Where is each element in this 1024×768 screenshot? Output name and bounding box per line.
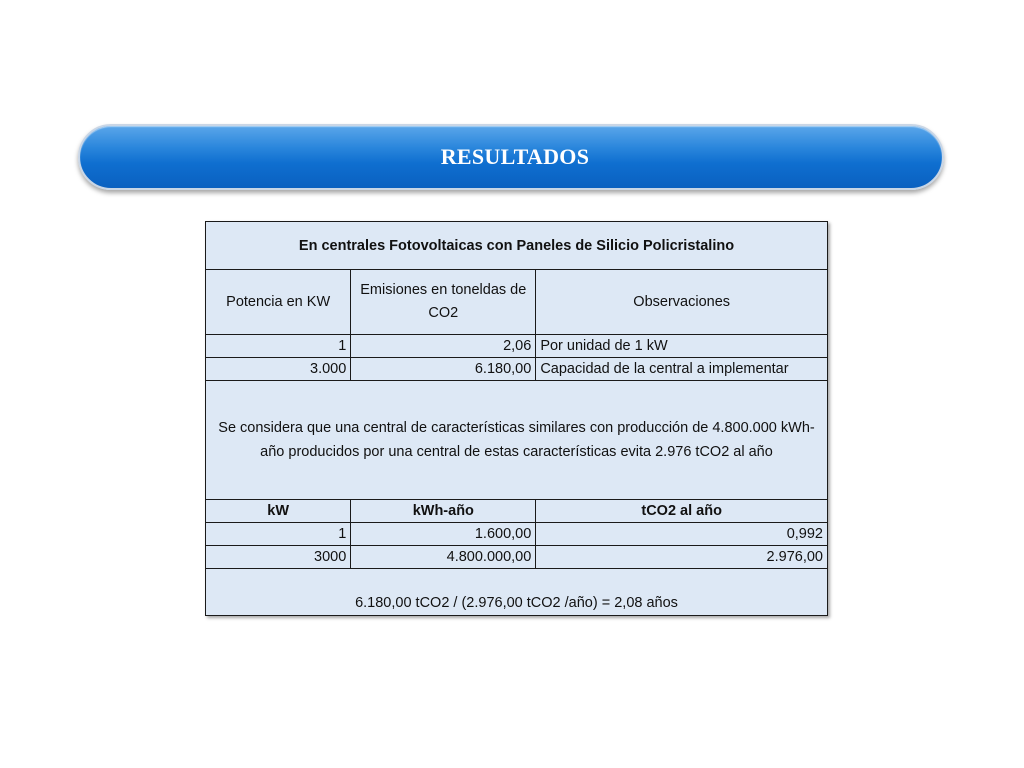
note-row — [206, 381, 828, 500]
table-title-row — [206, 222, 828, 270]
results-table-container — [205, 221, 828, 616]
sub-header-tco2: tCO2 al año — [536, 500, 828, 523]
table-row — [206, 523, 828, 546]
cell-kw: 1 — [206, 523, 351, 546]
table-header-row — [206, 270, 828, 335]
cell-emisiones: 6.180,00 — [351, 358, 536, 381]
cell-observaciones: Capacidad de la central a implementar — [536, 358, 828, 381]
cell-kwh: 1.600,00 — [351, 523, 536, 546]
cell-observaciones: Por unidad de 1 kW — [536, 335, 828, 358]
cell-tco2: 2.976,00 — [536, 546, 828, 569]
table-row — [206, 335, 828, 358]
cell-kw: 3000 — [206, 546, 351, 569]
cell-emisiones: 2,06 — [351, 335, 536, 358]
header-emisiones: Emisiones en toneldas de CO2 — [351, 270, 536, 335]
table-title: En centrales Fotovoltaicas con Paneles de Silicio Policristalino — [206, 222, 828, 270]
results-table — [205, 221, 828, 616]
result-row — [206, 569, 828, 616]
sub-header-kw: kW — [206, 500, 351, 523]
header-observaciones: Observaciones — [536, 270, 828, 335]
sub-header-row — [206, 500, 828, 523]
header-potencia: Potencia en KW — [206, 270, 351, 335]
table-row — [206, 546, 828, 569]
sub-header-kwh: kWh-año — [351, 500, 536, 523]
table-row — [206, 358, 828, 381]
results-banner — [78, 124, 944, 190]
result-text: 6.180,00 tCO2 / (2.976,00 tCO2 /año) = 2,08 años — [206, 569, 828, 616]
banner-title: RESULTADOS — [440, 144, 590, 169]
note-text: Se considera que una central de características similares con producción de 4.800.000 kWh-año producidos por una central de estas características evita 2.976 tCO2 al año — [206, 381, 828, 500]
cell-tco2: 0,992 — [536, 523, 828, 546]
cell-potencia: 3.000 — [206, 358, 351, 381]
cell-kwh: 4.800.000,00 — [351, 546, 536, 569]
cell-potencia: 1 — [206, 335, 351, 358]
